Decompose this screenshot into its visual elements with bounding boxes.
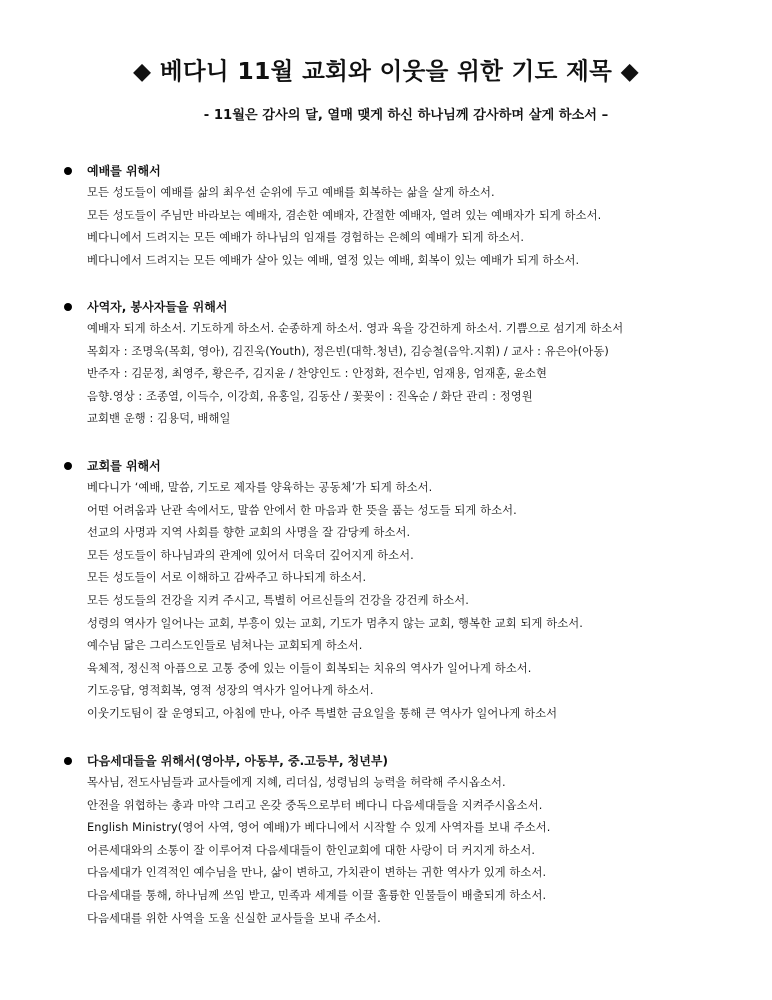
prayer-line: 선교의 사명과 지역 사회를 향한 교회의 사명을 잘 감당케 하소서.: [87, 526, 411, 540]
prayer-line: 어떤 어려움과 난관 속에서도, 말씀 안에서 한 마음과 한 뜻을 품는 성도들 되게 하소서.: [87, 503, 517, 517]
prayer-line: 모든 성도들이 서로 이해하고 감싸주고 하나되게 하소서.: [87, 571, 367, 585]
prayer-line: 목회자 : 조명욱(목회, 영아), 김진욱(Youth), 정은빈(대학.청년), 김승철(음악.지휘) / 교사 : 유은아(아동): [87, 344, 609, 358]
prayer-line: 다음세대를 통해, 하나님께 쓰임 받고, 민족과 세계를 이끌 훌륭한 인물들이 배출되게 하소서.: [87, 888, 547, 902]
prayer-line: 모든 성도들이 하나님과의 관계에 있어서 더욱더 깊어지게 하소서.: [87, 548, 414, 562]
section-heading-label: 사역자, 봉사자들을 위해서: [87, 300, 228, 314]
prayer-line: 기도응답, 영적회복, 영적 성장의 역사가 일어나게 하소서.: [87, 684, 374, 698]
section-heading: [64, 160, 754, 182]
prayer-line: 베다니에서 드려지는 모든 예배가 살아 있는 예배, 열정 있는 예배, 회복이 있는 예배가 되게 하소서.: [87, 253, 580, 267]
section-heading-label: 교회를 위해서: [87, 459, 161, 473]
prayer-line: 다음세대를 위한 사역을 도울 신실한 교사들을 보내 주소서.: [87, 911, 381, 925]
bullet-icon: [64, 303, 72, 311]
page-title: ◆ 베다니 11월 교회와 이웃을 위한 기도 제목 ◆: [133, 57, 639, 85]
page-subtitle: - 11월은 감사의 달, 열매 맺게 하신 하나님께 감사하며 살게 하소서 –: [203, 108, 609, 123]
section-ministers: [64, 296, 754, 431]
prayer-line: English Ministry(영어 사역, 영어 예배)가 베다니에서 시작할 수 있게 사역자를 보내 주소서.: [87, 821, 551, 835]
section-heading: [64, 750, 754, 772]
section-next-generation: [64, 750, 754, 930]
prayer-line: 성령의 역사가 일어나는 교회, 부흥이 있는 교회, 기도가 멈추지 않는 교회, 행복한 교회 되게 하소서.: [87, 616, 583, 630]
prayer-line: 베다니가 ‘예배, 말씀, 기도로 제자를 양육하는 공동체’가 되게 하소서.: [87, 481, 433, 494]
prayer-line: 다음세대가 인격적인 예수님을 만나, 삶이 변하고, 가치관이 변하는 귀한 역사가 있게 하소서.: [87, 866, 547, 880]
prayer-line: 모든 성도들이 주님만 바라보는 예배자, 겸손한 예배자, 간절한 예배자, 열려 있는 예배자가 되게 하소서.: [87, 208, 602, 222]
prayer-line: 베다니에서 드려지는 모든 예배가 하나님의 임재를 경험하는 은혜의 예배가 되게 하소서.: [87, 231, 525, 245]
prayer-line: 안전을 위협하는 총과 마약 그리고 온갖 중독으로부터 베다니 다음세대들을 지켜주시옵소서.: [87, 798, 543, 812]
bullet-icon: [64, 757, 72, 765]
section-heading-label: 다음세대들을 위해서(영아부, 아동부, 중.고등부, 청년부): [87, 754, 388, 768]
section-worship: [64, 160, 754, 272]
prayer-line: 예배자 되게 하소서. 기도하게 하소서. 순종하게 하소서. 영과 육을 강건하게 하소서. 기쁨으로 섬기게 하소서: [87, 322, 624, 335]
prayer-line: 교회밴 운행 : 김용덕, 배해일: [87, 412, 231, 426]
prayer-line: 목사님, 전도사님들과 교사들에게 지혜, 리더십, 성령님의 능력을 허락해 주시옵소서.: [87, 776, 506, 789]
bullet-icon: [64, 167, 72, 175]
prayer-line: 모든 성도들의 건강을 지켜 주시고, 특별히 어르신들의 건강을 강건케 하소서.: [87, 593, 469, 607]
section-heading-label: 예배를 위해서: [87, 164, 161, 178]
prayer-line: 모든 성도들이 예배를 삶의 최우선 순위에 두고 예배를 회복하는 삶을 살게 하소서.: [87, 186, 495, 199]
prayer-line: 예수님 닮은 그리스도인들로 넘쳐나는 교회되게 하소서.: [87, 639, 363, 653]
prayer-line: 이웃기도팀이 잘 운영되고, 아침에 만나, 아주 특별한 금요일을 통해 큰 역사가 일어나게 하소서: [87, 706, 558, 720]
prayer-line: 육체적, 정신적 아픔으로 고통 중에 있는 이들이 회복되는 치유의 역사가 일어나게 하소서.: [87, 661, 532, 675]
prayer-line: 음향.영상 : 조종열, 이득수, 이강희, 유홍일, 김동산 / 꽃꽂이 : 진옥순 / 화단 관리 : 정영원: [87, 389, 533, 403]
section-church: [64, 455, 754, 726]
section-heading: [64, 296, 754, 318]
section-heading: [64, 455, 754, 477]
prayer-line: 반주자 : 김문정, 최영주, 황은주, 김지윤 / 찬양인도 : 안정화, 전수빈, 엄재용, 엄재훈, 윤소현: [87, 367, 547, 381]
bullet-icon: [64, 462, 72, 470]
prayer-line: 어른세대와의 소통이 잘 이루어져 다음세대들이 한인교회에 대한 사랑이 더 커지게 하소서.: [87, 843, 536, 857]
